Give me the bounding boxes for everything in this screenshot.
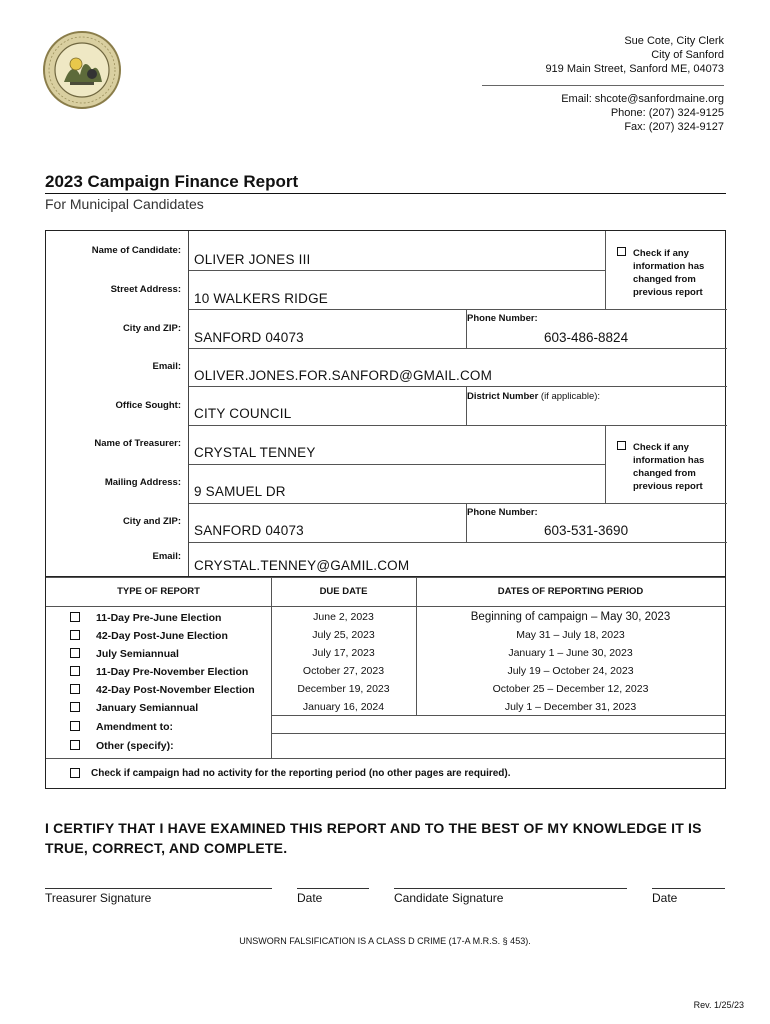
candidate-changed-text: Check if any information has changed from previous report: [633, 248, 705, 298]
clerk-email: Email: shcote@sanfordmaine.org: [561, 93, 724, 105]
mailing-address-field[interactable]: 9 SAMUEL DR: [194, 484, 286, 499]
candidate-phone-field[interactable]: 603-486-8824: [544, 330, 629, 345]
street-address-label: Street Address:: [110, 284, 181, 295]
amendment-label: Amendment to:: [96, 721, 173, 733]
row-divider: [189, 348, 727, 349]
certification-statement: I CERTIFY THAT I HAVE EXAMINED THIS REPORT AND TO THE BEST OF MY KNOWLEDGE IT IS TRUE, CORRECT, AND COMPLETE.: [45, 820, 702, 856]
report-type-checkbox[interactable]: [70, 648, 80, 658]
reporting-period-cell: July 1 – December 31, 2023: [504, 701, 637, 713]
report-subtitle: For Municipal Candidates: [45, 196, 204, 212]
treasurer-signature-line[interactable]: Treasurer Signature: [45, 888, 272, 905]
treasurer-city-label: City and ZIP:: [122, 516, 181, 527]
amendment-checkbox[interactable]: [70, 721, 80, 731]
reporting-period-cell: May 31 – July 18, 2023: [516, 629, 625, 641]
clerk-name: Sue Cote, City Clerk: [624, 35, 724, 47]
clerk-fax: Fax: (207) 324-9127: [624, 121, 724, 133]
candidate-signature-line[interactable]: Candidate Signature: [394, 888, 627, 905]
report-type-label: January Semiannual: [96, 702, 199, 714]
no-activity-label: Check if campaign had no activity for the reporting period (no other pages are required).: [91, 768, 511, 779]
office-sought-label: Office Sought:: [115, 400, 181, 411]
report-type-label: 11-Day Pre-June Election: [96, 612, 222, 624]
report-type-checkbox[interactable]: [70, 702, 80, 712]
candidate-city-field[interactable]: SANFORD 04073: [194, 330, 304, 345]
row-divider: [189, 386, 727, 387]
other-checkbox[interactable]: [70, 740, 80, 750]
no-activity-checkbox[interactable]: [70, 768, 80, 778]
report-type-checkbox[interactable]: [70, 666, 80, 676]
table-top-border: [46, 577, 725, 578]
header-divider: [46, 606, 725, 607]
clerk-address: 919 Main Street, Sanford ME, 04073: [545, 63, 724, 75]
report-type-checkbox[interactable]: [70, 612, 80, 622]
reporting-period-cell: Beginning of campaign – May 30, 2023: [470, 611, 671, 623]
due-date-cell: October 27, 2023: [302, 665, 385, 677]
reporting-period-header: DATES OF REPORTING PERIOD: [497, 586, 644, 597]
street-address-field[interactable]: 10 WALKERS RIDGE: [194, 291, 328, 306]
reporting-period-cell: July 19 – October 24, 2023: [507, 665, 634, 677]
row-divider: [189, 503, 727, 504]
row-divider: [271, 715, 725, 716]
report-type-checkbox[interactable]: [70, 684, 80, 694]
row-divider: [189, 542, 727, 543]
candidate-name-field[interactable]: OLIVER JONES III: [194, 252, 311, 267]
due-date-cell: June 2, 2023: [313, 611, 374, 623]
district-number-label: District Number (if applicable):: [467, 391, 601, 402]
candidate-changed-checkbox[interactable]: [617, 247, 626, 256]
row-divider: [189, 425, 727, 426]
city-seal-logo: [40, 30, 124, 110]
report-title: 2023 Campaign Finance Report: [45, 172, 299, 191]
row-divider: [46, 758, 725, 759]
clerk-phone: Phone: (207) 324-9125: [610, 107, 724, 119]
due-date-cell: January 16, 2024: [302, 701, 385, 713]
checkbox-column-divider: [605, 231, 606, 309]
falsification-warning: UNSWORN FALSIFICATION IS A CLASS D CRIME (17-A M.R.S. § 453).: [239, 936, 531, 946]
row-divider: [189, 464, 605, 465]
due-date-cell: July 25, 2023: [312, 629, 375, 641]
revision-date: Rev. 1/25/23: [693, 1000, 744, 1010]
candidate-email-label: Email:: [152, 361, 181, 372]
candidate-treasurer-info-box: [45, 230, 726, 577]
treasurer-city-field[interactable]: SANFORD 04073: [194, 523, 304, 538]
candidate-date-line[interactable]: Date: [652, 888, 725, 905]
report-type-label: 42-Day Post-November Election: [96, 684, 255, 696]
due-date-cell: July 17, 2023: [312, 647, 375, 659]
mailing-address-label: Mailing Address:: [104, 477, 181, 488]
treasurer-name-label: Name of Treasurer:: [94, 438, 181, 449]
office-sought-field[interactable]: CITY COUNCIL: [194, 406, 292, 421]
treasurer-changed-text: Check if any information has changed from previous report: [633, 442, 705, 492]
treasurer-phone-field[interactable]: 603-531-3690: [544, 523, 629, 538]
treasurer-email-field[interactable]: CRYSTAL.TENNEY@GAMIL.COM: [194, 558, 410, 573]
candidate-phone-label: Phone Number:: [467, 313, 538, 324]
treasurer-name-field[interactable]: CRYSTAL TENNEY: [194, 445, 316, 460]
title-divider: [45, 193, 726, 194]
treasurer-email-label: Email:: [152, 551, 181, 562]
row-divider: [189, 309, 727, 310]
type-of-report-header: TYPE OF REPORT: [117, 586, 200, 597]
checkbox-column-divider: [605, 425, 606, 503]
due-date-cell: December 19, 2023: [297, 683, 390, 695]
candidate-name-label: Name of Candidate:: [91, 245, 181, 256]
other-label: Other (specify):: [96, 740, 174, 752]
candidate-email-field[interactable]: OLIVER.JONES.FOR.SANFORD@GMAIL.COM: [194, 368, 493, 383]
report-type-checkbox[interactable]: [70, 630, 80, 640]
report-type-label: July Semiannual: [96, 648, 179, 660]
clerk-contact-block: [482, 34, 724, 134]
report-type-table: [45, 577, 726, 789]
treasurer-changed-checkbox[interactable]: [617, 441, 626, 450]
due-date-header: DUE DATE: [319, 586, 368, 597]
candidate-city-label: City and ZIP:: [122, 323, 181, 334]
reporting-period-cell: October 25 – December 12, 2023: [492, 683, 649, 695]
contact-divider: [482, 78, 724, 86]
reporting-period-cell: January 1 – June 30, 2023: [508, 647, 633, 659]
treasurer-date-line[interactable]: Date: [297, 888, 369, 905]
clerk-city: City of Sanford: [651, 49, 724, 61]
report-type-label: 42-Day Post-June Election: [96, 630, 228, 642]
report-type-label: 11-Day Pre-November Election: [96, 666, 249, 678]
treasurer-phone-label: Phone Number:: [467, 507, 538, 518]
row-divider: [189, 270, 605, 271]
row-divider: [271, 733, 725, 734]
